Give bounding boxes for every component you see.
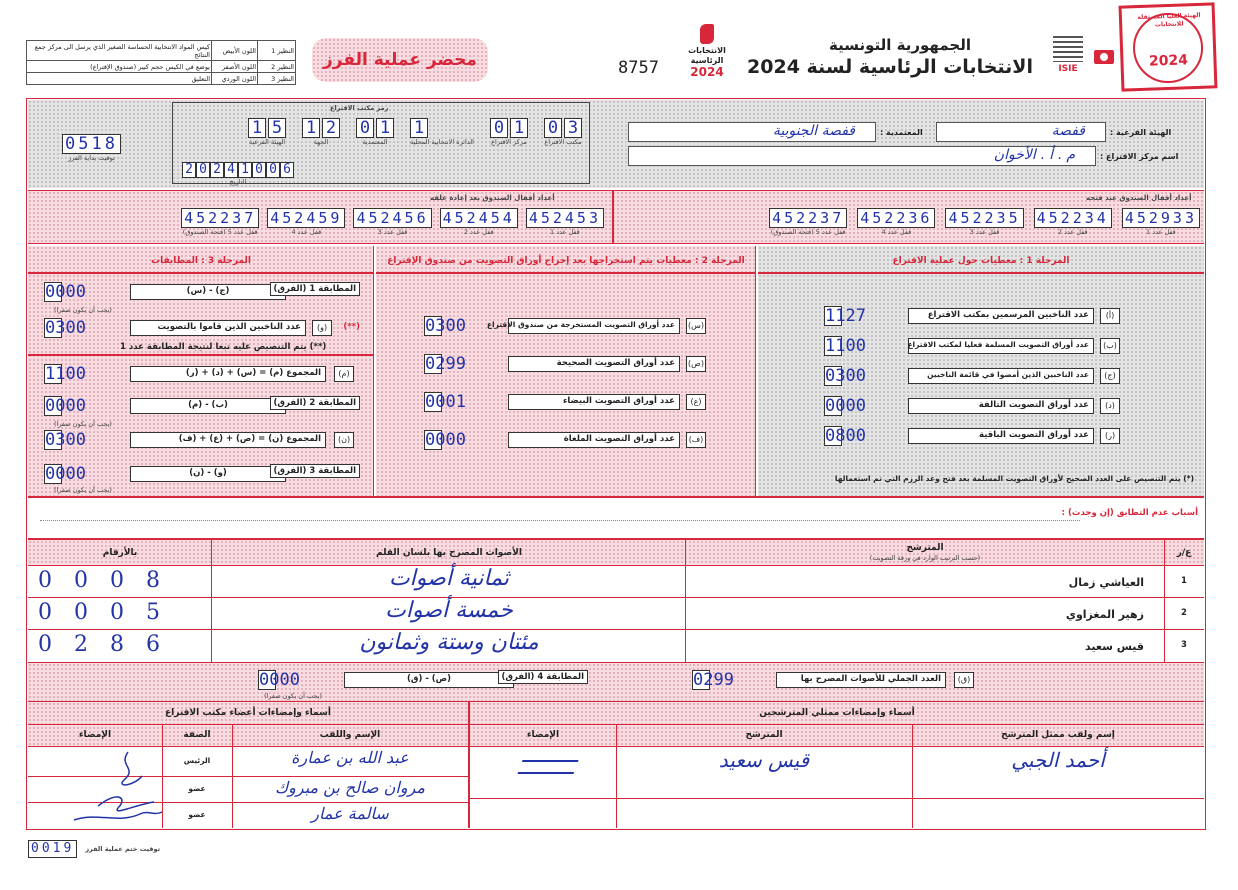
date-label: التاريخ (229, 178, 247, 186)
seals-reclose-title: أعداد أقفال الصندوق بعد إعادة غلقه (430, 194, 555, 202)
stage3-title-rule (28, 272, 374, 274)
office-code-title: رمز مكتب الاقتراع (330, 104, 389, 112)
code-group-5: 1 2 الجهة (302, 118, 340, 146)
office-code-groups (182, 118, 582, 146)
m4-formula: (ص) - (ق) (344, 672, 514, 688)
stage1-row-d: 0000 عدد أوراق التصويت التالفة (د) (824, 394, 1124, 424)
total-key: (ق) (954, 672, 974, 688)
code-group-2: 0 1 مركز الاقتراع (491, 118, 527, 146)
members-col-name: الإسم واللقب (319, 730, 381, 740)
election-logo (684, 24, 730, 90)
reps-col-sign: الإمضاء (526, 730, 560, 740)
member-2-role: عضو (188, 784, 206, 793)
isie-label: ISIE (1058, 64, 1078, 74)
sum-n-formula: المجموع (ن) = (ص) + (ع) + (ف) (130, 432, 326, 448)
sum-m-value: 1100 (45, 364, 86, 384)
form-title-badge (312, 38, 488, 82)
m4-label: المطابقة 4 (الفرق) (498, 670, 588, 684)
stage1-note: (*) يتم التنصيص على العدد الصحيح لأوراق التصويت المسلمة بعد فتح وعد الرزم التي تم استعمالها (834, 474, 1194, 483)
delegation-label: المعتمدية : (880, 128, 923, 137)
total-label: العدد الجملي للأصوات المصرح بها (776, 672, 946, 688)
m1-row: 0000 (ج) - (س) المطابقة 1 (الفرق) (44, 280, 360, 304)
rep-signature-icon (517, 760, 578, 774)
stage1-row-a: 1127 عدد الناخبين المرسمين بمكتب الاقتراع (أ) (824, 304, 1124, 334)
sum-n-key: (ن) (334, 432, 354, 448)
rep-candidate: قيس سعيد (718, 748, 810, 772)
total-row (692, 668, 982, 692)
candidate-row-2: 0 0 0 5 خمسة أصوات زهير المغزاوي 2 (28, 598, 1204, 630)
open-seal-5: 452237 قفل عدد 5 (فتحة الصندوق) (770, 209, 846, 236)
official-stamp (1119, 2, 1218, 91)
total-value: 0299 (693, 670, 734, 690)
voters-note: (**) يتم التنصيص عليه تبعا لنتيجة المطابقة عدد 1 (120, 342, 327, 352)
totals-section (28, 662, 1204, 702)
copy-3-no: النظير 3 (258, 73, 296, 85)
col-digits-header: بالأرقام (102, 548, 138, 558)
delegation-value: قفصة الجنوبية (772, 123, 855, 139)
end-time-value: 0019 (28, 840, 77, 858)
signatures-section (28, 702, 1204, 828)
m2-label: المطابقة 2 (الفرق) (270, 396, 360, 410)
delegation-field (628, 122, 876, 142)
serial-number: 8757 (618, 58, 659, 78)
m2-formula: (ب) - (م) (130, 398, 286, 414)
seals-reclose-row (44, 208, 604, 236)
center-field (628, 146, 1096, 166)
stage2-row-sad: 0299 عدد أوراق التصويت الصحيحة (ص) (424, 352, 710, 390)
rep-name: أحمد الجبي (1011, 748, 1105, 772)
mismatch-line (40, 520, 1080, 521)
tunisia-map-icon (700, 24, 714, 44)
seals-open-row (634, 208, 1200, 236)
members-col-role: الصفة (183, 730, 211, 740)
code-group-4: 0 1 المعتمدية (356, 118, 394, 146)
reclose-seal-2: 452454 قفل عدد 2 (440, 208, 518, 236)
copy-2-color: اللون الأصفر (212, 61, 258, 73)
reclose-seal-1: 452453 قفل عدد 1 (526, 208, 604, 236)
center-value: م . أ . الأخوان (993, 147, 1075, 163)
col-words-header: الأصوات المصرح بها بلسان القلم (376, 548, 522, 558)
stage1-title: المرحلة 1 : معطيات حول عملية الاقتراع (892, 256, 1070, 266)
m4-note: (يجب أن يكون صفرا) (264, 692, 322, 700)
open-seal-3: 452235 قفل عدد 3 (945, 208, 1023, 236)
member-1-name: عبد الله بن عمارة (291, 748, 409, 767)
copy-3-dest: التعليق (27, 73, 212, 85)
stage2-title-rule (376, 272, 756, 274)
center-label: اسم مركز الاقتراع : (1100, 152, 1179, 161)
code-group-6: 1 5 الهيئة الفرعية (248, 118, 286, 146)
copy-2-no: النظير 2 (258, 61, 296, 73)
m1-note: (يجب أن يكون صفرا) (54, 306, 112, 314)
code-group-3: 1 الدائرة الانتخابية المحلية (410, 118, 474, 146)
open-seal-1: 452933 قفل عدد 1 (1122, 208, 1200, 236)
candidate-row-3: 0 2 8 6 مئتان وستة وثمانون قيس سعيد 3 (38, 630, 1187, 657)
voters-label: عدد الناخبين الذين قاموا بالتصويت (130, 320, 306, 336)
start-time (62, 134, 121, 162)
stage2-row-ain: 0001 عدد أوراق التصويت البيضاء (ع) (424, 390, 710, 428)
m4-value: 0000 (259, 670, 300, 690)
copy-1-no: النظير 1 (258, 41, 296, 61)
members-title: أسماء وإمضاءات أعضاء مكتب الاقتراع (165, 708, 331, 718)
stage1-title-rule (758, 272, 1204, 274)
sub-authority-label: الهيئة الفرعية : (1110, 128, 1172, 137)
m3-note: (يجب أن يكون صفرا) (54, 486, 112, 494)
republic-title: الجمهورية التونسية (829, 36, 971, 54)
seals-open-title: أعداد أقفال الصندوق عند فتحه (1086, 194, 1192, 202)
col-candidate-subheader: (حسب الترتيب الوارد في ورقة التصويت) (869, 554, 981, 562)
stage1-row-b: 1100 عدد أوراق التصويت المسلمة فعليا لمكتب الاقتراع (ب) (824, 334, 1124, 364)
end-time (28, 840, 160, 858)
copies-table (26, 40, 296, 85)
stages-bottom-rule (28, 496, 1204, 498)
isie-bars-icon (1053, 36, 1083, 62)
date-field: 2 0 2 4 1 0 0 6 التاريخ (182, 162, 294, 186)
stamp-text: الهيئة العليا المستقلة للانتخابات (1137, 11, 1201, 29)
m2-row: 0000 (ب) - (م) المطابقة 2 (الفرق) (44, 394, 360, 418)
sum-m-key: (م) (334, 366, 354, 382)
stage3-mid-rule (28, 354, 374, 356)
isie-logo (1046, 34, 1090, 90)
m1-label: المطابقة 1 (الفرق) (270, 282, 360, 296)
reclose-seal-4: 452459 قفل عدد 4 (267, 208, 345, 236)
voters-value: 0300 (45, 318, 86, 338)
logo-year: 2024 (690, 65, 724, 79)
sum-n-row (44, 428, 360, 452)
start-time-value: 0518 (62, 134, 121, 154)
member-signatures-icon (58, 746, 168, 828)
stage2-title: المرحلة 2 : معطيات يتم استخراجها بعد إخراج أوراق التصويت من صندوق الإقتراع (387, 256, 745, 266)
member-2-name: مروان صالح بن مبروك (274, 778, 425, 797)
open-seal-4: 452236 قفل عدد 4 (857, 208, 935, 236)
code-group-1: 0 3 مكتب الاقتراع (544, 118, 582, 146)
member-1-role: الرئيس (183, 756, 211, 765)
start-time-label: توقيت بداية الفرز (68, 154, 115, 162)
mismatch-label: أسباب عدم التطابق (إن وجدت) : (1061, 508, 1198, 518)
election-title: الانتخابات الرئاسية لسنة 2024 (747, 56, 1033, 78)
stage1-rows (824, 304, 1124, 454)
form-title: محضر عملية الفرز (323, 50, 477, 70)
col-candidate-header: المترشح (906, 543, 944, 553)
candidates-table (28, 540, 1204, 662)
copy-2-dest: يوضع في الكيس حجم كبير (صندوق الإقتراع) (27, 61, 212, 73)
logo-text: الانتخابات الرئاسية (688, 46, 726, 65)
reclose-seal-5: 452237 قفل عدد 5 (فتحة الصندوق) (182, 209, 258, 236)
stage2-row-fa: 0000 عدد أوراق التصويت الملغاة (ف) (424, 428, 710, 466)
reps-title: أسماء وإمضاءات ممثلي المترشحين (759, 708, 915, 718)
m4-row (258, 668, 588, 692)
seals-divider (612, 190, 614, 244)
open-seal-2: 452234 قفل عدد 2 (1034, 208, 1112, 236)
copy-1-color: اللون الأبيض (212, 41, 258, 61)
reps-col-name: إسم ولقب ممثل المترشح (1001, 730, 1115, 740)
reclose-seal-3: 452456 قفل عدد 3 (353, 208, 431, 236)
sum-n-value: 0300 (45, 430, 86, 450)
sum-m-formula: المجموع (م) = (س) + (د) + (ر) (130, 366, 326, 382)
stage2-row-s: 0300 عدد أوراق التصويت المستخرجة من صندوق الاقتراع (س) (425, 316, 704, 336)
sum-m-row (44, 362, 360, 386)
m3-label: المطابقة 3 (الفرق) (270, 464, 360, 478)
reps-col-candidate: المترشح (745, 730, 783, 740)
copy-3-color: اللون الوردي (212, 73, 258, 85)
end-time-label: توقيت ختم عملية الفرز (85, 845, 161, 853)
voters-row: 0300 عدد الناخبين الذين قاموا بالتصويت (و) (**) (45, 318, 360, 338)
m1-formula: (ج) - (س) (130, 284, 286, 300)
member-3-name: سالمة عمار (311, 804, 389, 823)
stage2-rows (424, 314, 710, 466)
m2-note: (يجب أن يكون صفرا) (54, 420, 112, 428)
tunisia-flag-icon (1094, 50, 1114, 64)
copy-1-dest: كيس المواد الانتخابية الحساسة الصغير الذي يرسل الى مركز جمع النتائج (27, 41, 212, 61)
stamp-year: 2024 (1148, 52, 1189, 70)
sub-authority-value: قفصة (1051, 123, 1085, 139)
stage3-title: المرحلة 3 : المطابقات (151, 256, 251, 266)
stage1-row-j: 0300 عدد الناخبين الذين أمضوا في قائمة الناخبين (ج) (824, 364, 1124, 394)
m3-formula: (و) - (ن) (130, 466, 286, 482)
member-3-role: عضو (188, 810, 206, 819)
candidate-row-1: 0 0 0 8 ثمانية أصوات العياشي زمال 1 (28, 566, 1204, 598)
voters-key: (و) (312, 320, 332, 336)
members-col-sign: الإمضاء (78, 730, 112, 740)
m3-row: 0000 (و) - (ن) المطابقة 3 (الفرق) (44, 462, 360, 486)
stage1-row-r: 0800 عدد أوراق التصويت الباقية (ر) (824, 424, 1124, 454)
col-no-header: ع/ر (1176, 548, 1192, 558)
sub-authority-field (936, 122, 1106, 142)
